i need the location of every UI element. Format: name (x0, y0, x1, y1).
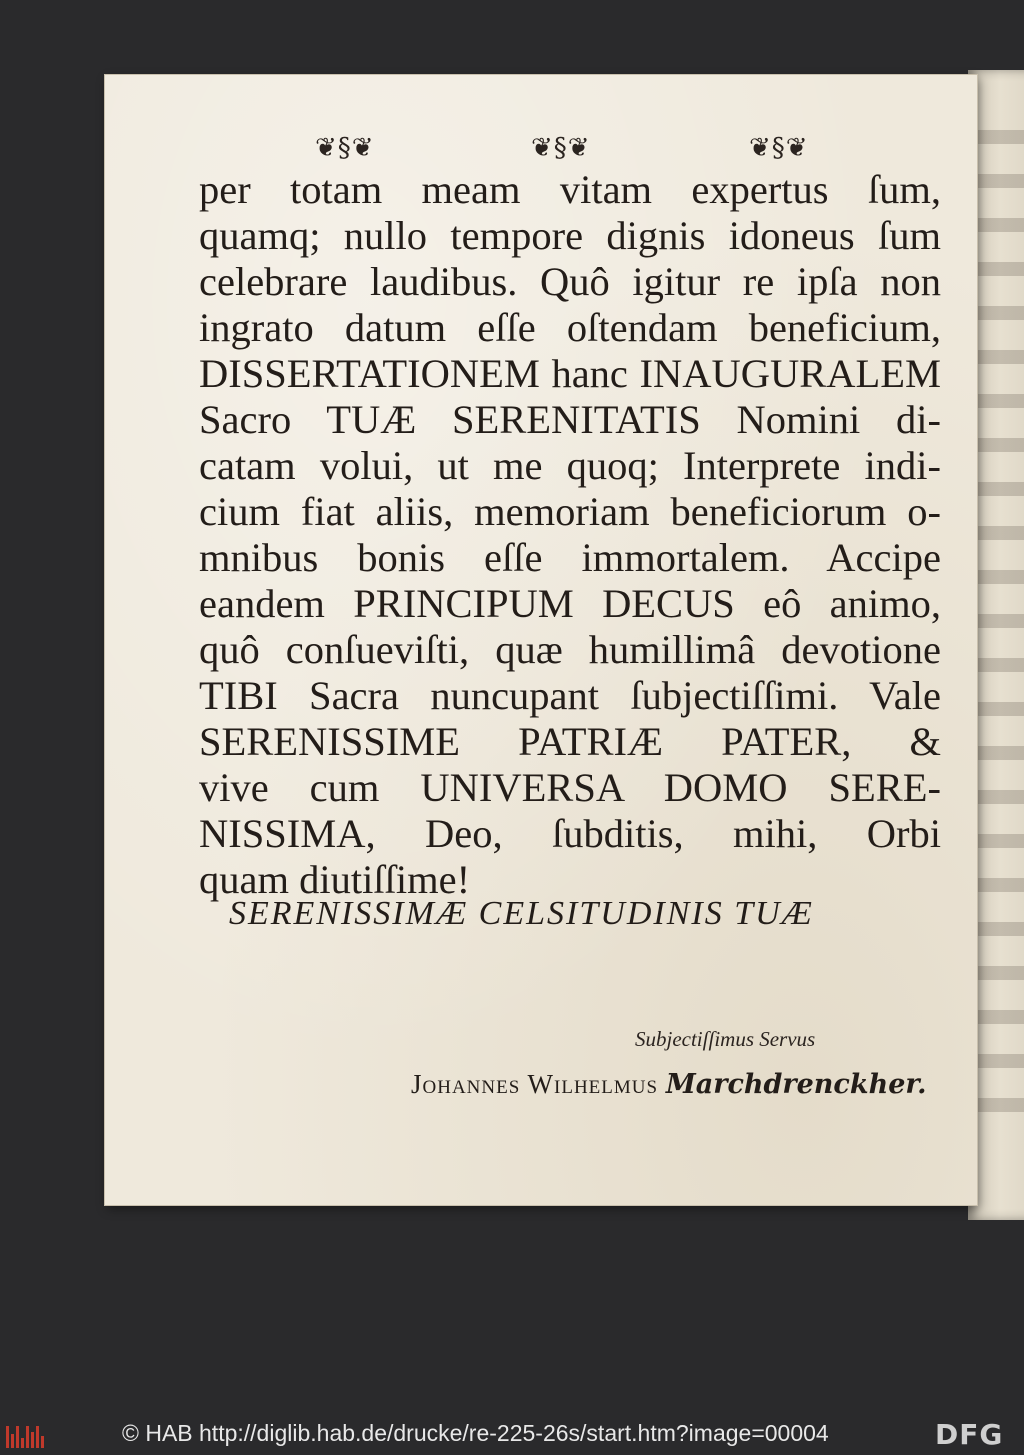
closing-salutation: SERENISSIMÆ CELSITUDINIS TUÆ (229, 895, 814, 932)
document-page (105, 75, 977, 1205)
text-line: TIBI Sacra nuncupant ſubjectiſſimi. Vale (199, 673, 941, 718)
text-line: mnibus bonis eſſe immortalem. Accipe (199, 535, 941, 580)
fleuron-ornament-left: ❦§❦ (315, 133, 375, 163)
text-line: DISSERTATIONEM hanc INAUGURALEM (199, 351, 941, 396)
adjacent-page-text-bleed (978, 130, 1024, 1130)
dedication-body-text (199, 167, 941, 903)
text-line: quô conſueviſti, quæ humillimâ devotione (199, 627, 941, 672)
text-line: SERENISSIME PATRIÆ PATER, & (199, 719, 941, 764)
text-line: cium fiat aliis, memoriam beneficiorum o- (199, 489, 941, 534)
text-line: quamq; nullo tempore dignis idoneus ſum (199, 213, 941, 258)
servus-label: Subjectiſſimus Servus (635, 1027, 816, 1051)
signature-surname: Marchdrenckher. (665, 1069, 927, 1100)
fleuron-ornament-right: ❦§❦ (749, 133, 809, 163)
text-line: catam volui, ut me quoq; Interprete indi- (199, 443, 941, 488)
text-line: ingrato datum eſſe oſtendam beneficium, (199, 305, 941, 350)
text-line: quam diutiſſime! (199, 857, 471, 902)
viewer-footer (0, 1412, 1024, 1455)
text-line: celebrare laudibus. Quô igitur re ipſa non (199, 259, 941, 304)
text-line: vive cum UNIVERSA DOMO SERE- (199, 765, 941, 810)
author-signature (411, 1069, 927, 1100)
text-line: NISSIMA, Deo, ſubditis, mihi, Orbi (199, 811, 941, 856)
fleuron-ornament-center: ❦§❦ (531, 133, 591, 163)
copyright-link[interactable]: © HAB http://diglib.hab.de/drucke/re-225-26s/start.htm?image=00004 (122, 1420, 829, 1446)
text-line: per totam meam vitam expertus ſum, (199, 167, 941, 212)
text-line: Sacro TUÆ SERENITATIS Nomini di- (199, 397, 941, 442)
text-line: eandem PRINCIPUM DECUS eô animo, (199, 581, 941, 626)
hab-logo-icon (6, 1422, 46, 1448)
dfg-logo: DFG (935, 1418, 1004, 1451)
signature-given-names: Johannes Wilhelmus (411, 1069, 659, 1099)
